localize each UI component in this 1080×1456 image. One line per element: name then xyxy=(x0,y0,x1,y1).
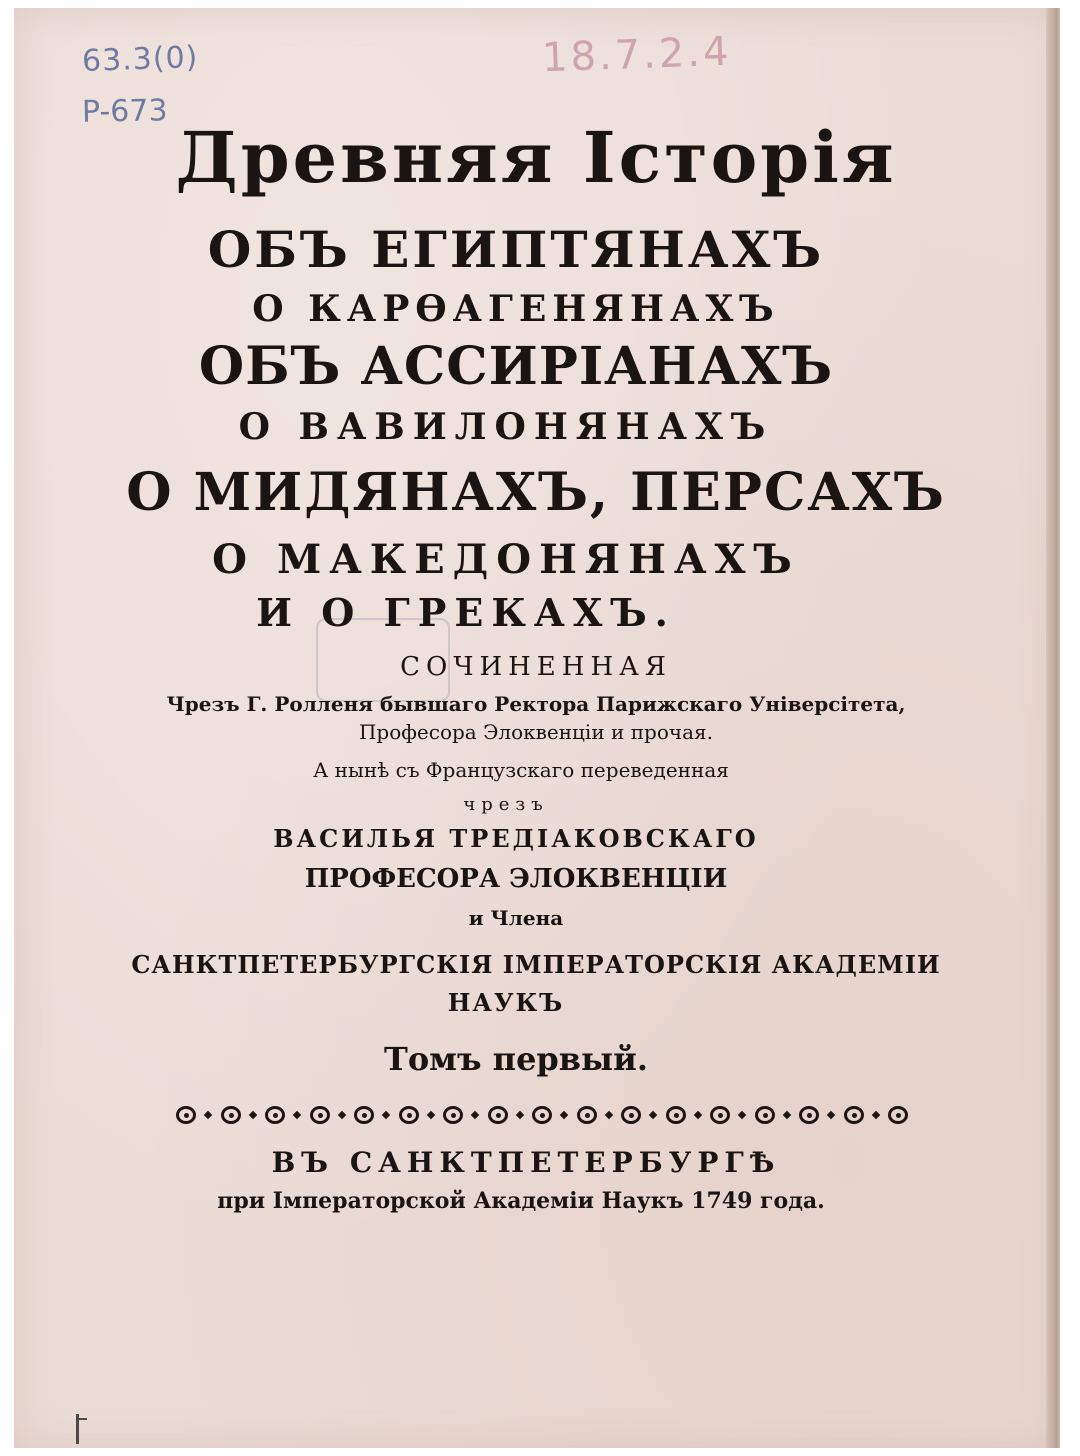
imprint-line: при Імператорской Академіи Наукъ 1749 года. xyxy=(217,1188,825,1214)
member-label: и Члена xyxy=(468,906,564,930)
translator-name: ВАСИЛЬЯ ТРЕДІАКОВСКАГО xyxy=(273,824,759,853)
volume-label: Томъ первый. xyxy=(384,1040,648,1078)
ornament-diamond-icon xyxy=(204,1111,212,1119)
ornament-ring-icon xyxy=(532,1106,552,1124)
ornament-diamond-icon xyxy=(560,1111,568,1119)
margin-mark xyxy=(76,1414,79,1444)
ornament-diamond-icon xyxy=(738,1111,746,1119)
composed-label: СОЧИНЕННАЯ xyxy=(400,652,672,682)
ornament-ring-icon xyxy=(221,1106,241,1124)
ornament-ring-icon xyxy=(577,1106,597,1124)
ornament-diamond-icon xyxy=(827,1111,835,1119)
author-line-1: Чрезъ Г. Ролленя бывшаго Ректора Парижскаго Універсітета, xyxy=(166,692,906,716)
ornament-ring-icon xyxy=(443,1106,463,1124)
ornament-ring-icon xyxy=(310,1106,330,1124)
translator-title: ПРОФЕСОРА ЭЛОКВЕНЦІИ xyxy=(304,864,728,894)
ornamental-border xyxy=(176,1102,908,1128)
translated-line: А нынѣ съ Французскаго переведенная xyxy=(313,758,729,782)
ornament-ring-icon xyxy=(354,1106,374,1124)
people-carthaginians: О КАРѲАГЕНЯНАХЪ xyxy=(252,288,780,330)
title-page xyxy=(14,8,1060,1448)
people-greeks: И О ГРЕКАХЪ. xyxy=(256,590,676,635)
people-egyptians: ОБЪ ЕГИПТЯНАХЪ xyxy=(207,220,825,279)
ornament-ring-icon xyxy=(799,1106,819,1124)
ornament-diamond-icon xyxy=(872,1111,880,1119)
book-title: Древняя Історія xyxy=(175,116,897,199)
ornament-ring-icon xyxy=(176,1106,196,1124)
ornament-ring-icon xyxy=(265,1106,285,1124)
ornament-ring-icon xyxy=(488,1106,508,1124)
place-of-publication: ВЪ САНКТПЕТЕРБУРГѢ xyxy=(271,1146,781,1179)
people-medes-persians: О МИДЯНАХЪ, ПЕРСАХЪ xyxy=(126,462,946,523)
library-classmark: 63.3(0) xyxy=(81,39,199,80)
ornament-diamond-icon xyxy=(516,1111,524,1119)
accession-number: 18.7.2.4 xyxy=(541,28,733,82)
people-assyrians: ОБЪ АССИРІАНАХЪ xyxy=(198,336,834,397)
ornament-ring-icon xyxy=(888,1106,908,1124)
ornament-ring-icon xyxy=(621,1106,641,1124)
people-macedonians: О МАКЕДОНЯНАХЪ xyxy=(212,536,800,583)
ornament-ring-icon xyxy=(755,1106,775,1124)
ornament-diamond-icon xyxy=(338,1111,346,1119)
ornament-diamond-icon xyxy=(427,1111,435,1119)
ornament-diamond-icon xyxy=(382,1111,390,1119)
ornament-diamond-icon xyxy=(649,1111,657,1119)
by-label: чрезъ xyxy=(463,794,549,815)
people-babylonians: О ВАВИЛОНЯНАХЪ xyxy=(238,406,774,448)
ornament-ring-icon xyxy=(710,1106,730,1124)
author-line-2: Професора Элоквенціи и прочая. xyxy=(358,720,713,744)
ornament-ring-icon xyxy=(399,1106,419,1124)
academy-line-1: САНКТПЕТЕРБУРГСКІЯ ІМПЕРАТОРСКІЯ АКАДЕМІИ xyxy=(131,950,941,979)
ornament-diamond-icon xyxy=(471,1111,479,1119)
ornament-diamond-icon xyxy=(694,1111,702,1119)
ornament-diamond-icon xyxy=(605,1111,613,1119)
ornament-diamond-icon xyxy=(249,1111,257,1119)
ornament-ring-icon xyxy=(844,1106,864,1124)
academy-line-2: НАУКЪ xyxy=(447,988,565,1017)
library-shelfmark: P-673 xyxy=(81,93,168,130)
ornament-ring-icon xyxy=(666,1106,686,1124)
ornament-diamond-icon xyxy=(783,1111,791,1119)
ornament-diamond-icon xyxy=(293,1111,301,1119)
